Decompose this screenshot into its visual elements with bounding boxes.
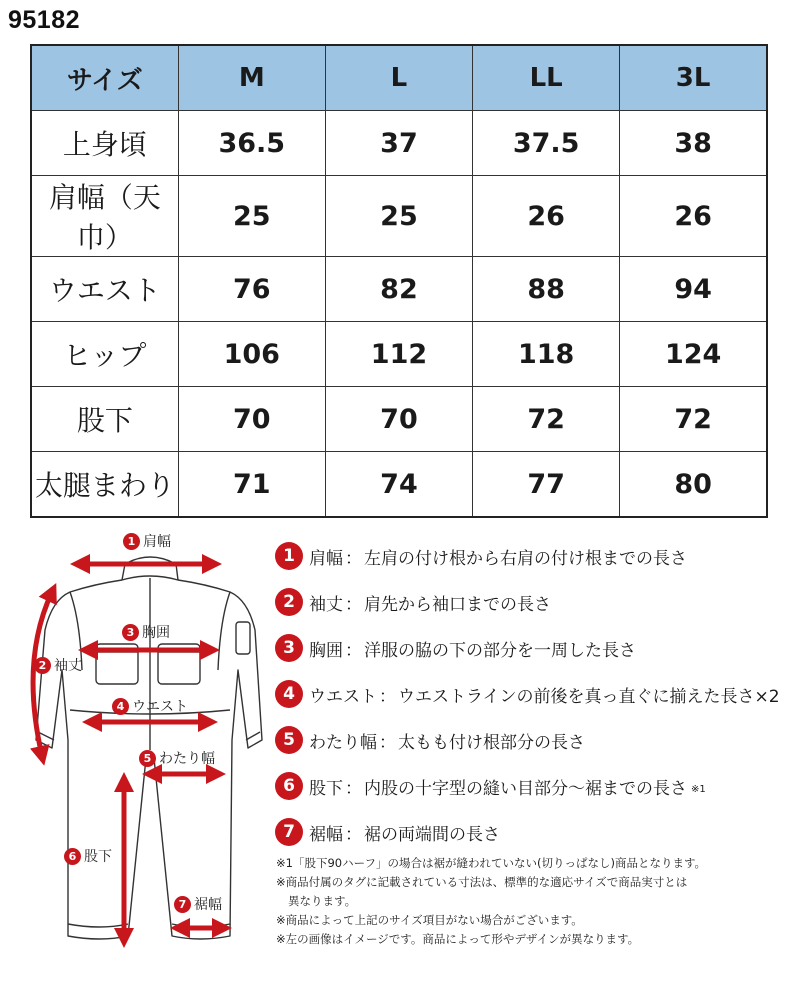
legend-term: 胸囲 — [309, 640, 343, 661]
measurement-legend — [275, 533, 795, 855]
table-cell: 94 — [620, 257, 767, 322]
table-cell: 36.5 — [178, 111, 325, 176]
figure-label-shoulder — [123, 531, 171, 551]
table-cell: 25 — [178, 176, 325, 257]
header-size-ll: LL — [473, 45, 620, 111]
table-cell: 74 — [325, 452, 472, 518]
product-code: 95182 — [8, 6, 81, 34]
header-size-l: L — [325, 45, 472, 111]
number-badge: 5 — [139, 750, 156, 767]
figure-label-text: 裾幅 — [194, 897, 222, 913]
number-badge: 2 — [275, 588, 303, 616]
figure-label-text: ウエスト — [132, 699, 188, 715]
number-badge: 1 — [275, 542, 303, 570]
figure-label-chest — [122, 622, 170, 642]
number-badge: 3 — [122, 624, 139, 641]
table-cell: 76 — [178, 257, 325, 322]
table-cell: 88 — [473, 257, 620, 322]
number-badge: 6 — [64, 848, 81, 865]
figure-label-text: 股下 — [84, 849, 112, 865]
header-size-label: サイズ — [31, 45, 178, 111]
table-cell: 77 — [473, 452, 620, 518]
legend-description: 左肩の付け根から右肩の付け根までの長さ — [364, 548, 687, 569]
row-label: 太腿まわり — [31, 452, 178, 518]
table-cell: 118 — [473, 322, 620, 387]
figure-label-thigh — [139, 748, 215, 768]
row-label: ウエスト — [31, 257, 178, 322]
note-line: ※商品によって上記のサイズ項目がない場合がございます。 — [276, 913, 583, 927]
number-badge: 5 — [275, 726, 303, 754]
legend-item-shoulder: 1 肩幅 ： 左肩の付け根から右肩の付け根までの長さ — [275, 533, 795, 579]
header-size-m: M — [178, 45, 325, 111]
legend-term: 股下 — [309, 778, 343, 799]
legend-item-waist: 4 ウエスト ： ウエストラインの前後を真っ直ぐに揃えた長さ×2 — [275, 671, 795, 717]
legend-item-chest: 3 胸囲 ： 洋服の脇の下の部分を一周した長さ — [275, 625, 795, 671]
legend-description: 洋服の脇の下の部分を一周した長さ — [364, 640, 636, 661]
legend-description: 肩先から袖口までの長さ — [364, 594, 551, 615]
table-cell: 80 — [620, 452, 767, 518]
table-cell: 72 — [473, 387, 620, 452]
number-badge: 7 — [174, 896, 191, 913]
table-row — [31, 322, 767, 387]
table-cell: 106 — [178, 322, 325, 387]
size-table-header-row — [31, 45, 767, 111]
table-cell: 70 — [178, 387, 325, 452]
table-cell: 72 — [620, 387, 767, 452]
table-row — [31, 387, 767, 452]
number-badge: 1 — [123, 533, 140, 550]
legend-item-thigh: 5 わたり幅 ： 太もも付け根部分の長さ — [275, 717, 795, 763]
number-badge: 7 — [275, 818, 303, 846]
table-cell: 37 — [325, 111, 472, 176]
legend-term: 袖丈 — [309, 594, 343, 615]
row-label: 肩幅（天巾） — [31, 176, 178, 257]
figure-label-text: 胸囲 — [142, 625, 170, 641]
legend-description: 太もも付け根部分の長さ — [398, 732, 585, 753]
table-row — [31, 111, 767, 176]
table-cell: 82 — [325, 257, 472, 322]
table-cell: 37.5 — [473, 111, 620, 176]
figure-label-hem — [174, 894, 222, 914]
table-cell: 25 — [325, 176, 472, 257]
notes — [276, 854, 796, 949]
figure-label-sleeve — [34, 655, 82, 675]
figure-label-inseam — [64, 846, 112, 866]
table-cell: 124 — [620, 322, 767, 387]
row-label: 上身頃 — [31, 111, 178, 176]
number-badge: 4 — [275, 680, 303, 708]
table-cell: 112 — [325, 322, 472, 387]
table-cell: 38 — [620, 111, 767, 176]
number-badge: 4 — [112, 698, 129, 715]
number-badge: 2 — [34, 657, 51, 674]
figure-label-text: わたり幅 — [159, 751, 215, 767]
footnote-mark: ※1 — [691, 783, 706, 795]
coverall-illustration — [0, 520, 270, 989]
table-cell: 70 — [325, 387, 472, 452]
table-row — [31, 452, 767, 518]
legend-term: ウエスト — [309, 686, 377, 707]
legend-term: わたり幅 — [309, 732, 377, 753]
legend-item-inseam: 6 股下 ： 内股の十字型の縫い目部分～裾までの長さ ※1 — [275, 763, 795, 809]
header-size-3l: 3L — [620, 45, 767, 111]
table-row — [31, 257, 767, 322]
number-badge: 3 — [275, 634, 303, 662]
table-cell: 71 — [178, 452, 325, 518]
table-row — [31, 176, 767, 257]
legend-term: 裾幅 — [309, 824, 343, 845]
note-line: ※商品付属のタグに記載されている寸法は、標準的な適応サイズで商品実寸とは — [276, 875, 688, 889]
note-line: 異なります。 — [288, 894, 357, 908]
table-cell: 26 — [620, 176, 767, 257]
legend-description: 内股の十字型の縫い目部分～裾までの長さ — [364, 778, 687, 799]
note-line: ※1「股下90ハーフ」の場合は裾が縫われていない(切りっぱなし)商品となります。 — [276, 856, 707, 870]
row-label: 股下 — [31, 387, 178, 452]
legend-description: 裾の両端間の長さ — [364, 824, 500, 845]
legend-item-hem: 7 裾幅 ： 裾の両端間の長さ — [275, 809, 795, 855]
coverall-diagram — [0, 520, 270, 989]
figure-label-text: 肩幅 — [143, 534, 171, 550]
figure-label-waist — [112, 696, 188, 716]
legend-description: ウエストラインの前後を真っ直ぐに揃えた長さ×2 — [398, 686, 780, 707]
figure-label-text: 袖丈 — [54, 658, 82, 674]
legend-item-sleeve: 2 袖丈 ： 肩先から袖口までの長さ — [275, 579, 795, 625]
legend-term: 肩幅 — [309, 548, 343, 569]
number-badge: 6 — [275, 772, 303, 800]
table-cell: 26 — [473, 176, 620, 257]
size-table — [30, 44, 768, 518]
note-line: ※左の画像はイメージです。商品によって形やデザインが異なります。 — [276, 932, 640, 946]
row-label: ヒップ — [31, 322, 178, 387]
